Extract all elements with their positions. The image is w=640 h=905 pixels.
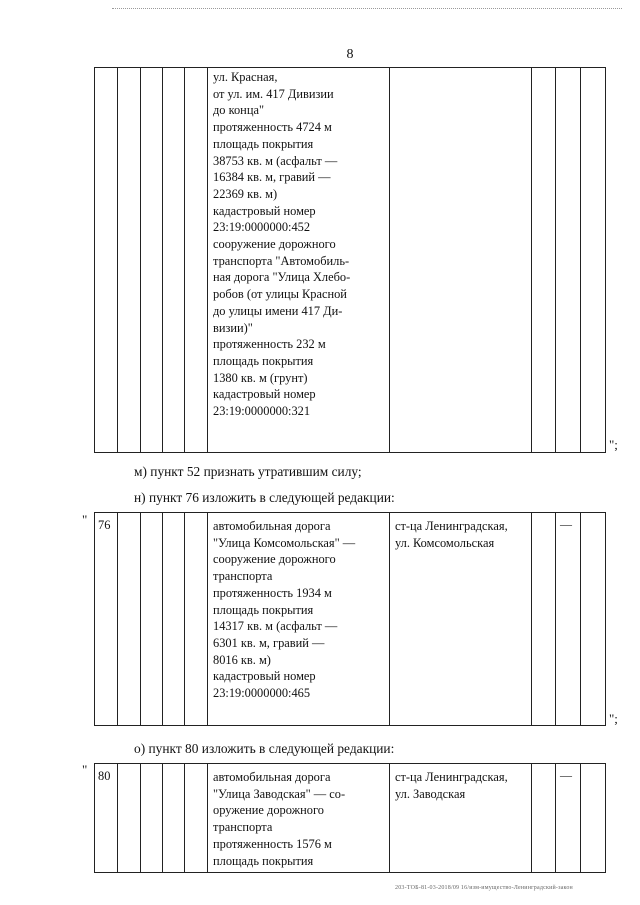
- column-divider: [389, 764, 390, 872]
- column-divider: [117, 764, 118, 872]
- page-number: 8: [346, 47, 354, 62]
- object-location: ст-ца Ленинградская, ул. Заводская: [395, 770, 508, 801]
- table-item-76: [94, 512, 606, 726]
- paragraph-o: о) пункт 80 изложить в следующей редакции:: [134, 741, 395, 756]
- empty-value-dash: —: [560, 768, 572, 782]
- object-description: автомобильная дорога "Улица Заводская" — со- оружение дорожного транспорта протяженность 1576 м площадь покрытия: [213, 770, 346, 868]
- column-divider: [531, 68, 532, 452]
- paragraph-n: н) пункт 76 изложить в следующей редакции:: [134, 490, 395, 505]
- column-divider: [207, 513, 208, 725]
- item-number: 76: [98, 518, 111, 532]
- closing-quote-mark: ";: [609, 711, 618, 726]
- column-divider: [162, 68, 163, 452]
- opening-quote-mark: ": [82, 512, 88, 527]
- column-divider: [389, 513, 390, 725]
- object-description: автомобильная дорога "Улица Комсомольская" — сооружение дорожного транспорта протяженность 1934 м площадь покрытия 14317 кв. м (асфальт — 6301 кв. м, гравий — 8016 кв. м) кадастровый номер 23:19:0000000:465: [213, 519, 356, 701]
- column-divider: [140, 513, 141, 725]
- column-divider: [184, 764, 185, 872]
- column-divider: [184, 513, 185, 725]
- column-divider: [531, 513, 532, 725]
- object-location: ст-ца Ленинградская, ул. Комсомольская: [395, 519, 508, 550]
- column-divider: [117, 68, 118, 452]
- column-divider: [555, 68, 556, 452]
- column-divider: [555, 764, 556, 872]
- paragraph-m: м) пункт 52 признать утратившим силу;: [134, 464, 362, 479]
- table-item-80: [94, 763, 606, 873]
- item-number: 80: [98, 769, 111, 783]
- column-divider: [580, 764, 581, 872]
- column-divider: [580, 513, 581, 725]
- column-divider: [207, 764, 208, 872]
- table-continuation: [94, 67, 606, 453]
- column-divider: [531, 764, 532, 872]
- closing-quote-mark: ";: [609, 437, 618, 452]
- column-divider: [580, 68, 581, 452]
- column-divider: [184, 68, 185, 452]
- column-divider: [140, 764, 141, 872]
- footer-document-code: 203-ТОБ-81-03-2018/09 16/изм-имущество-Ленинградский-закон: [395, 885, 573, 891]
- column-divider: [555, 513, 556, 725]
- column-divider: [207, 68, 208, 452]
- column-divider: [162, 513, 163, 725]
- column-divider: [117, 513, 118, 725]
- column-divider: [162, 764, 163, 872]
- column-divider: [389, 68, 390, 452]
- empty-value-dash: —: [560, 517, 572, 531]
- opening-quote-mark: ": [82, 762, 88, 777]
- object-description: ул. Красная, от ул. им. 417 Дивизии до конца" протяженность 4724 м площадь покрытия 38753 кв. м (асфальт — 16384 кв. м, гравий — 22369 кв. м) кадастровый номер 23:19:0000000:452 сооружение дорожного транспорта "Автомобиль- ная дорога "Улица Хлебо- робов (от улицы Красной до улицы имени 417 Ди- визии)" протяженность 232 м площадь покрытия 1380 кв. м (грунт) кадастровый номер 23:19:0000000:321: [213, 70, 351, 419]
- column-divider: [140, 68, 141, 452]
- header-rule: [112, 8, 622, 9]
